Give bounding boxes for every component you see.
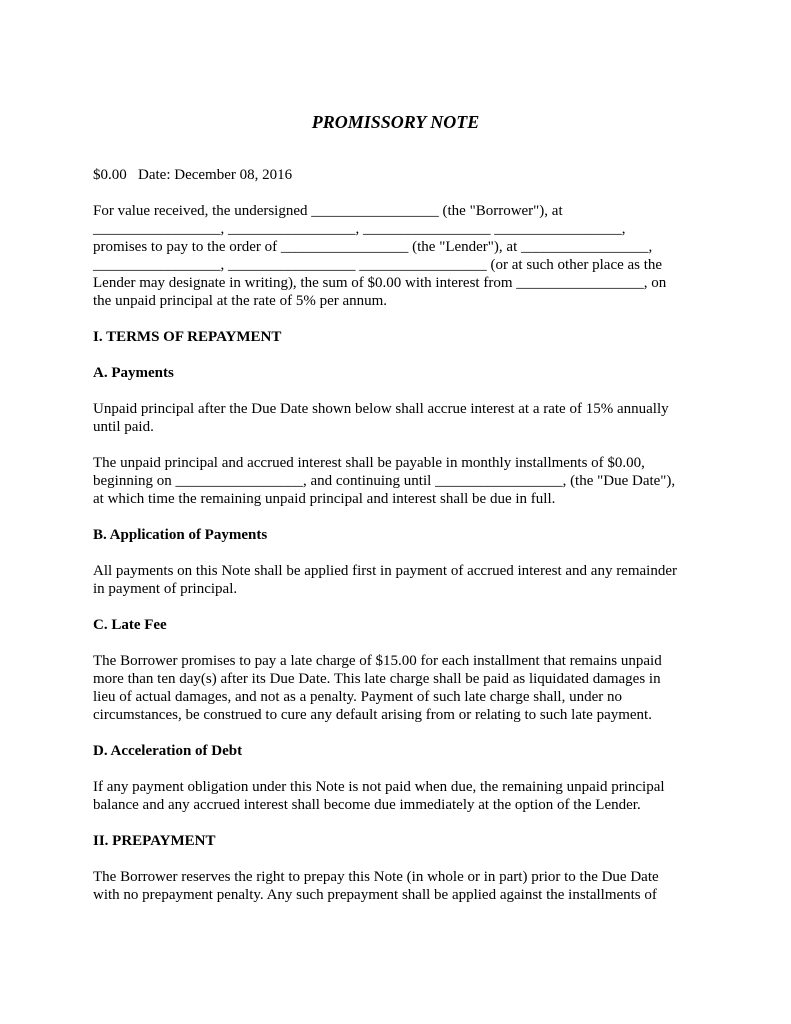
paragraph-line: lieu of actual damages, and not as a penalty. Payment of such late charge shall, under no [93,689,622,705]
paragraph-line: Unpaid principal after the Due Date shown below shall accrue interest at a rate of 15% annually [93,401,669,417]
late-fee-paragraph [93,652,713,724]
intro-line: promises to pay to the order of _________________ (the "Lender"), at _________________, [93,239,653,255]
paragraph-line: If any payment obligation under this Note is not paid when due, the remaining unpaid principal [93,779,665,795]
paragraph-line: balance and any accrued interest shall become due immediately at the option of the Lender. [93,797,641,813]
intro-paragraph [93,202,713,310]
paragraph-line: more than ten day(s) after its Due Date. This late charge shall be paid as liquidated damages in [93,671,661,687]
intro-line: _________________, _________________, _________________ _________________, [93,221,626,237]
paragraph-line: at which time the remaining unpaid principal and interest shall be due in full. [93,491,556,507]
intro-line: _________________, _________________ _________________ (or at such other place as the [93,257,663,273]
document-body [93,166,713,904]
paragraph-line: with no prepayment penalty. Any such prepayment shall be applied against the installments of [93,887,657,903]
payments-heading: A. Payments [93,365,174,381]
paragraph-line: The unpaid principal and accrued interest shall be payable in monthly installments of $0.00, [93,455,645,471]
acceleration-heading: D. Acceleration of Debt [93,743,243,759]
paragraph-line: until paid. [93,419,154,435]
section-terms-heading: I. TERMS OF REPAYMENT [93,329,282,345]
acceleration-paragraph [93,778,713,814]
amount-date-line: $0.00 Date: December 08, 2016 [93,167,293,183]
intro-line: For value received, the undersigned _________________ (the "Borrower"), at [93,203,563,219]
application-heading: B. Application of Payments [93,527,268,543]
payments-paragraph-1 [93,400,713,436]
paragraph-line: beginning on _________________, and continuing until _________________, (the "Due Date"), [93,473,676,489]
prepayment-paragraph [93,868,713,904]
section-prepayment-heading: II. PREPAYMENT [93,833,216,849]
intro-line: the unpaid principal at the rate of 5% per annum. [93,293,388,309]
document-title: PROMISSORY NOTE [311,112,480,132]
paragraph-line: All payments on this Note shall be applied first in payment of accrued interest and any remainder [93,563,677,579]
intro-line: Lender may designate in writing), the sum of $0.00 with interest from _________________, on [93,275,667,291]
late-fee-heading: C. Late Fee [93,617,167,633]
paragraph-line: The Borrower reserves the right to prepay this Note (in whole or in part) prior to the Due Date [93,869,659,885]
paragraph-line: circumstances, be construed to cure any default arising from or relating to such late payment. [93,707,652,723]
payments-paragraph-2 [93,454,713,508]
paragraph-line: in payment of principal. [93,581,238,597]
application-paragraph [93,562,713,598]
paragraph-line: The Borrower promises to pay a late charge of $15.00 for each installment that remains unpaid [93,653,662,669]
